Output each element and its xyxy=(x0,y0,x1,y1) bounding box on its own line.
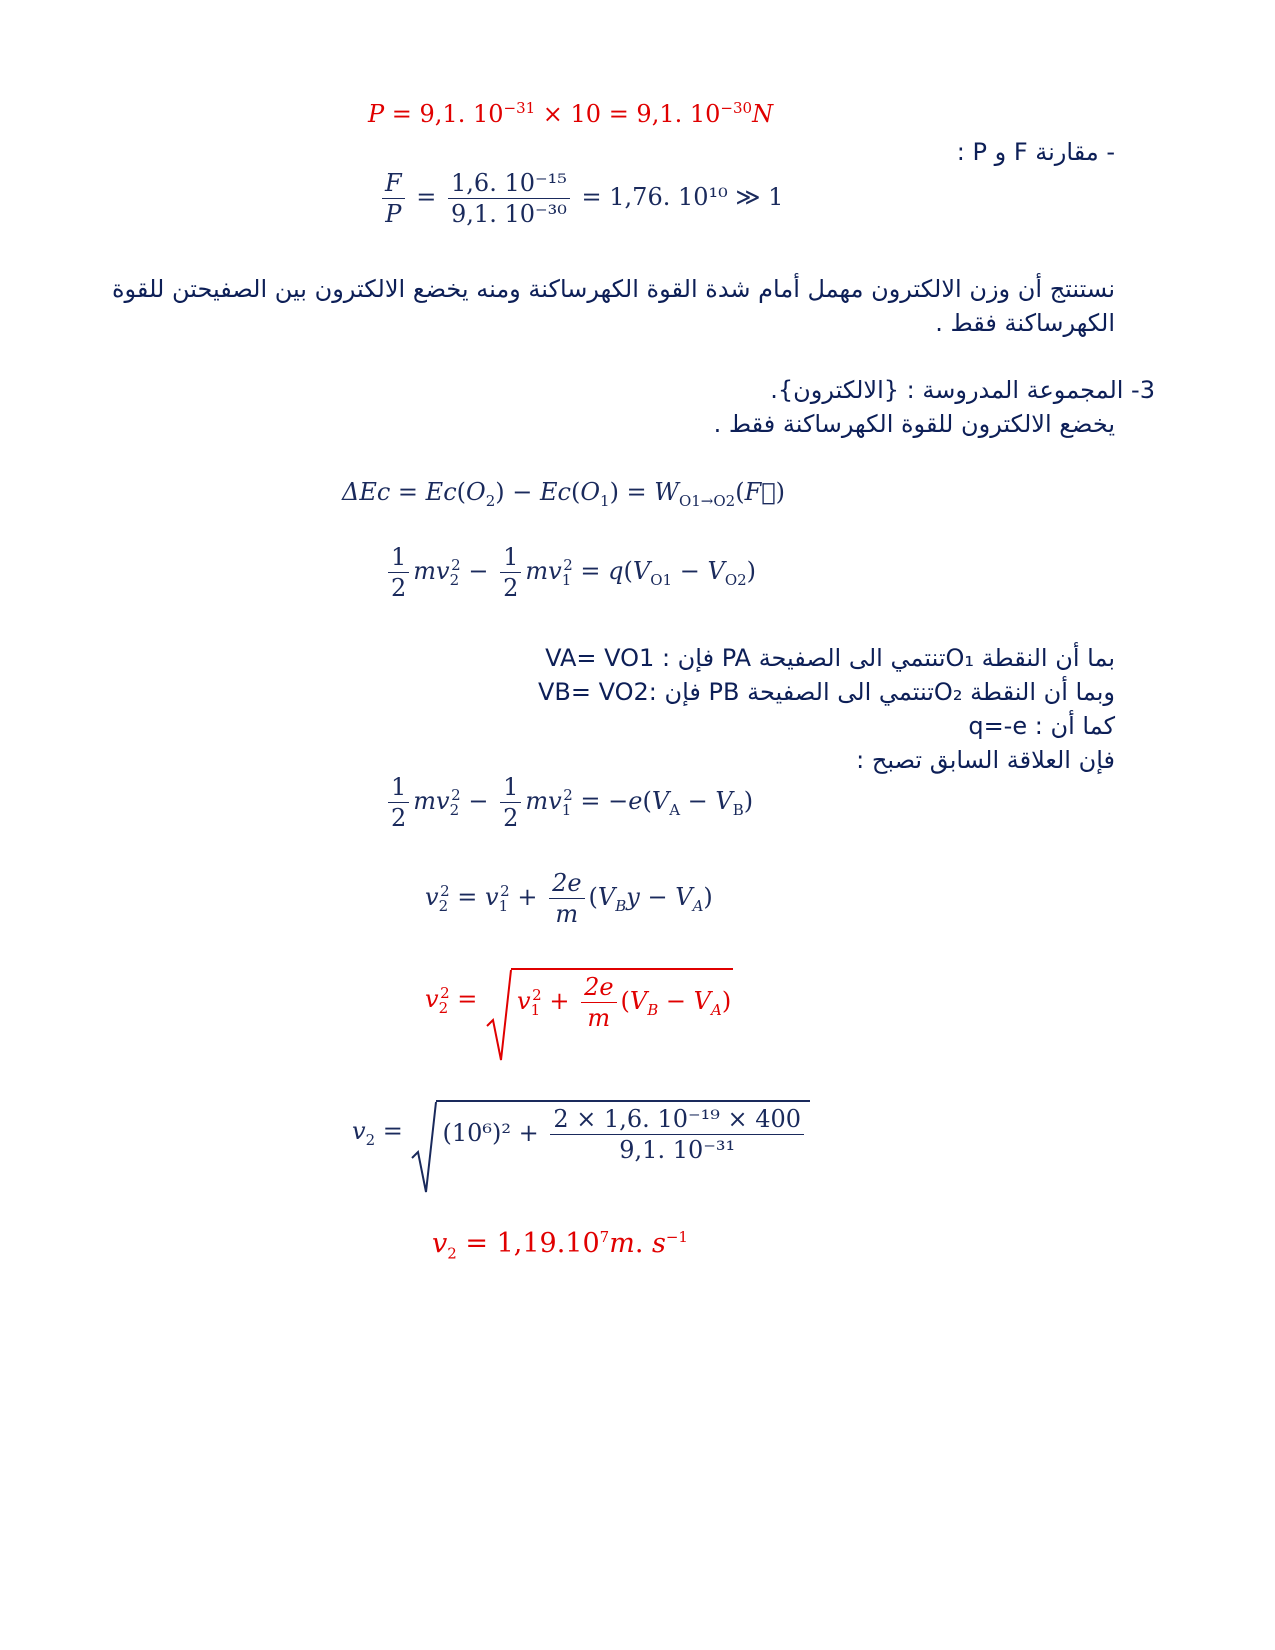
equation-energy-1: $\frac{1}{2}$ $mv_2^2$ − $\frac{1}{2}$ $mv_1^2 = q(V_{O1} - V_{O2})$ xyxy=(384,542,756,603)
equation-v2-sqrt: $v_2^2$ = $v_1^2$ + $\frac{2e}{m}$ $(V_B - V_A)$ xyxy=(425,968,733,1033)
note-point-o2: وبما أن النقطة O₂تنتمي الى الصفيحة PB فإن :VB= VO2 xyxy=(537,678,1115,706)
equation-result: $v_2 = 1,19.10^7m$. $s^{-1}$ xyxy=(432,1228,688,1263)
equation-v2-numeric: $v_2$ = (10⁶)² + $\frac{\text{2 × 1,6. 10⁻¹⁹ × 400}}{\text{9,1. 10⁻³¹}}$ xyxy=(352,1100,810,1165)
note-point-o1: بما أن النقطة O₁تنتمي الى الصفيحة PA فإن : VA= VO1 xyxy=(545,644,1115,672)
equation-ratio: $\frac{F}{P}$ = $\frac{\text{1,6. 10⁻¹⁵}}{\text{9,1. 10⁻³⁰}}$ = 1,76. 10¹⁰ ≫ 1 xyxy=(378,168,783,229)
equation-kinetic-theorem: $\Delta Ec = Ec(O_2) - Ec(O_1)$ = $W_{O1\to O2}(F⃗)$ xyxy=(342,478,786,510)
equation-v2-squared: $v_2^2 = v_1^2$ + $\frac{2e}{m}$ $(V_By - V_A)$ xyxy=(425,869,713,928)
note-charge: كما أن : q=-e xyxy=(968,712,1115,740)
note-relation: فإن العلاقة السابق تصبح : xyxy=(856,746,1115,774)
equation-energy-2: $\frac{1}{2}$ $mv_2^2$ − $\frac{1}{2}$ $mv_1^2 = -e(V_A - V_B)$ xyxy=(384,772,753,833)
section-3-title: 3- المجموعة المدروسة : {الالكترون}. xyxy=(770,376,1155,404)
equation-weight: P = 9,1. $10^{-31} \times 10 = 9,1$. $10^{-30}N$ xyxy=(368,99,774,128)
section-3-line2: يخضع الالكترون للقوة الكهرساكنة فقط . xyxy=(713,410,1115,438)
conclusion-paragraph: نستنتج أن وزن الالكترون مهمل أمام شدة القوة الكهرساكنة ومنه يخضع الالكترون بين الصفيحتن للقوة الكهرساكنة فقط . xyxy=(111,275,1115,337)
compare-heading: - مقارنة F و P : xyxy=(956,138,1115,166)
